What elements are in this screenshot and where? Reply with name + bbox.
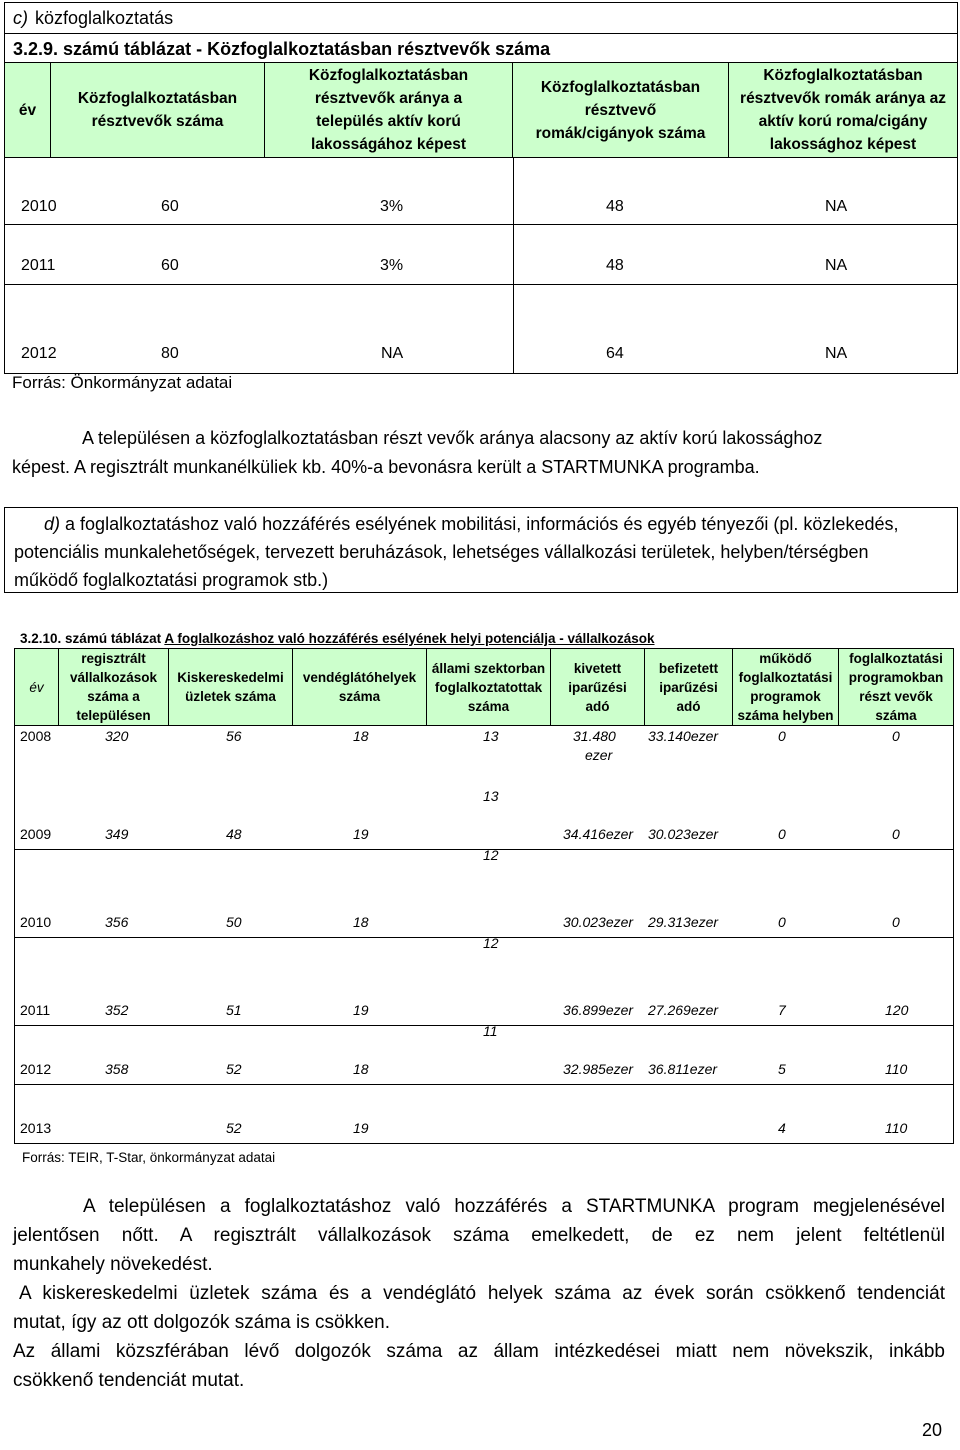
table2-allami-value: 12 (483, 935, 499, 951)
table1-row-line (5, 284, 957, 285)
paragraph-2-line: A településen a foglalkoztatáshoz való hozzáférés a STARTMUNKA program megjelenésével (83, 1196, 945, 1217)
table1-header-row (5, 62, 957, 158)
paragraph-2-line: jelentősen nőtt. A regisztrált vállalkozások száma emelkedett, de ez nem jelent feltétlenül (13, 1225, 945, 1246)
table2-row-line (15, 1084, 953, 1085)
paragraph-2 (13, 1192, 945, 1395)
table1-row: 2011 60 3% 48 NA (21, 257, 848, 274)
section-d-box (4, 507, 958, 593)
table1-header-roma: Közfoglalkoztatásban résztvevő romák/cigányok száma (513, 63, 729, 157)
table2-allami-value: 12 (483, 847, 499, 863)
table1-row: 2012 80 NA 64 NA (21, 345, 848, 362)
section-d-line: potenciális munkalehetőségek, tervezett beruházások, lehetséges vállalkozási területek, helyben/térségben (14, 542, 869, 562)
paragraph-2-line: mutat, így az ott dolgozók száma is csökken. (13, 1312, 391, 1333)
paragraph-1 (12, 424, 952, 482)
table2-header-befizetett: befizetett iparűzési adó (645, 649, 733, 725)
table2-allami-value: 13 (483, 788, 499, 804)
section-c-box (4, 2, 958, 34)
table2-header-allami: állami szektorban foglalkoztatottak száma (427, 649, 551, 725)
paragraph-1-line: A településen a közfoglalkoztatásban részt vevők aránya alacsony az aktív korú lakossághoz (82, 428, 823, 448)
table1-header-count: Közfoglalkoztatásban résztvevők száma (51, 63, 265, 157)
paragraph-2-line: csökkenő tendenciát mutat. (13, 1370, 245, 1391)
table2-source: Forrás: TEIR, T-Star, önkormányzat adatai (22, 1150, 276, 1165)
table1 (4, 34, 958, 374)
table2-header-reg: regisztrált vállalkozások száma a településen (59, 649, 169, 725)
table1-caption: 3.2.9. számú táblázat - Közfoglalkoztatásban résztvevők száma (13, 39, 551, 59)
paragraph-2-line: Az állami közszférában lévő dolgozók száma az állam intézkedései miatt nem növekszik, inkább (13, 1341, 945, 1362)
table2-header-year: év (15, 649, 59, 725)
table2-header-resztvevo: foglalkoztatási programokban részt vevők száma (848, 651, 944, 723)
table2-header-kivetett: kivetett iparűzési adó (551, 649, 645, 725)
page-number: 20 (922, 1420, 943, 1440)
table1-header-ratio: Közfoglalkoztatásban résztvevők aránya a település aktív korú lakosságához képest (265, 63, 513, 157)
section-d-letter: d) (44, 514, 61, 534)
table2-header-prog: működő foglalkoztatási programok száma helyben (733, 649, 839, 725)
table1-row: 2010 60 3% 48 NA (21, 198, 848, 215)
table2-header-kisker: Kiskereskedelmi üzletek száma (169, 649, 293, 725)
table2: év regisztrált vállalkozások száma a településen Kiskereskedelmi üzletek száma vendéglátóhelyek száma állami szektorban foglalkoztatottak száma kivetett iparűzési adó befizetett iparűzési adó működő foglalkoztatási programok száma helyben foglalkoztatási programokban részt vevők száma 2008 320 56 18 13 31.480 ezer 33.140ezer 0 0 13 12 12 11 2009 349 48 19 34.416ezer 30.023ezer 0 0 2010 356 50 18 30.023ezer 29.313ezer 0 0 2011 352 51 19 36.899ezer 27.269ezer 7 120 2012 358 52 18 32.985ezer 36.811ezer 5 110 2013 52 19 4 110 (14, 648, 954, 1144)
section-d-line: d) a foglalkoztatáshoz való hozzáférés esélyének mobilitási, információs és egyéb tényezői (pl. közlekedés, (44, 514, 899, 534)
section-c-letter: c) (13, 8, 28, 28)
table2-header-row (15, 649, 953, 726)
table1-row-line (5, 224, 957, 225)
table1-source: Forrás: Önkormányzat adatai (12, 373, 233, 392)
table2-allami-value: 11 (483, 1023, 498, 1039)
paragraph-2-line: munkahely növekedést. (13, 1254, 213, 1275)
table1-header-year: év (5, 63, 51, 157)
table1-header-roma-ratio: Közfoglalkoztatásban résztvevők romák aránya az aktív korú roma/cigány lakossághoz képest (740, 67, 946, 153)
paragraph-1-line: képest. A regisztrált munkanélküliek kb. 40%-a bevonásra került a STARTMUNKA programba. (12, 457, 760, 477)
paragraph-2-line: A kiskereskedelmi üzletek száma és a vendéglátó helyek száma az évek során csökkenő tendenciát (19, 1283, 945, 1304)
section-c-title: közfoglalkoztatás (35, 8, 174, 28)
section-d-line: működő foglalkoztatási programok stb.) (14, 570, 329, 590)
table2-header-vendeg: vendéglátóhelyek száma (293, 649, 427, 725)
table2-caption: 3.2.10. számú táblázat A foglalkozáshoz való hozzáférés esélyének helyi potenciálja - vállalkozások (20, 631, 655, 646)
